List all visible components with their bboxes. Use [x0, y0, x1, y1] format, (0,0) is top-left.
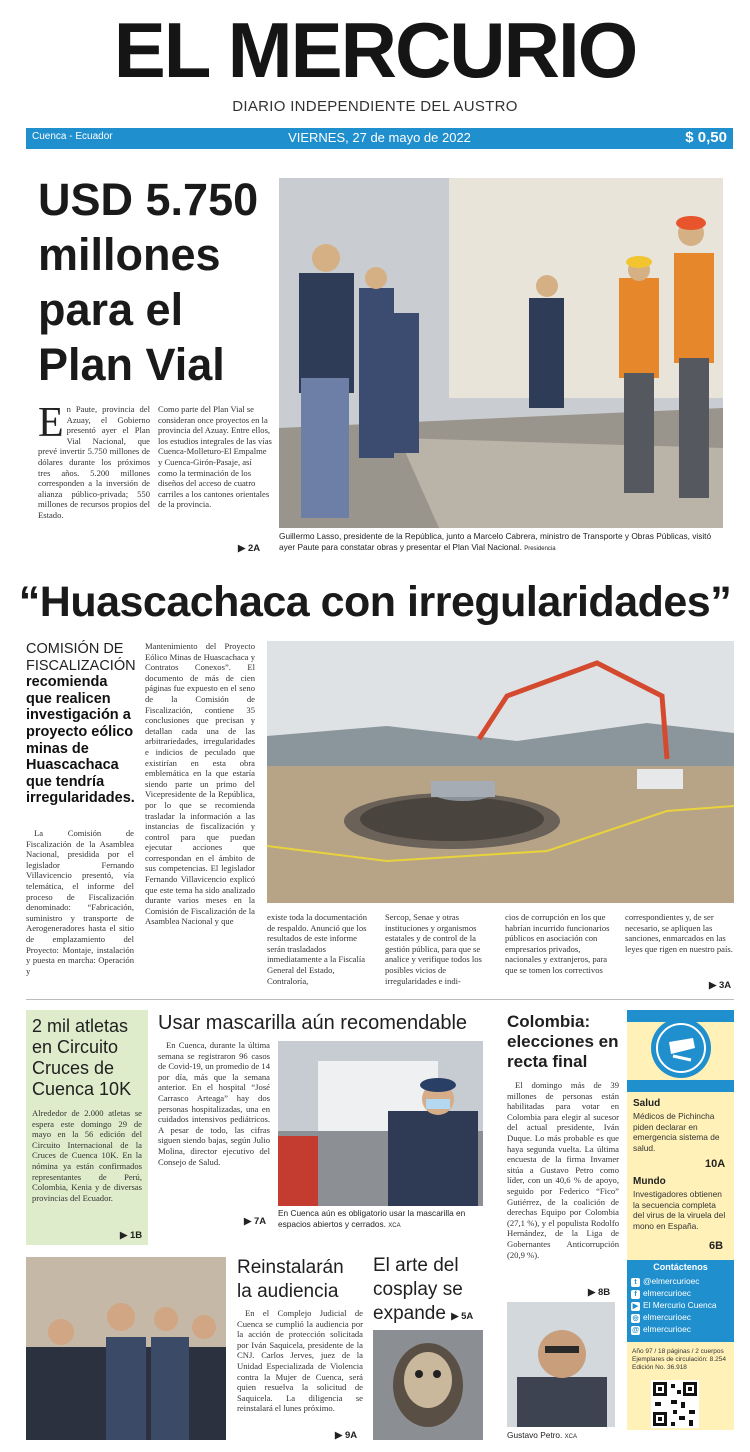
twitter-icon: t: [631, 1278, 640, 1287]
second-summary: [26, 641, 134, 807]
tagline: DIARIO INDEPENDIENTE DEL AUSTRO: [232, 98, 518, 115]
audiencia-headline[interactable]: Reinstalarán la audiencia: [237, 1257, 344, 1302]
headline-line: USD 5.750: [38, 174, 259, 225]
contact-instagram[interactable]: [631, 1312, 691, 1323]
face-mask-icon: [651, 1018, 711, 1078]
drop-cap: E: [38, 400, 64, 446]
page-reference[interactable]: ▶ 2A: [238, 543, 261, 554]
instagram-icon: ◎: [632, 1315, 639, 1322]
lead-text: n Paute, provincia del Azuay, el Gobierno presentó ayer el Plan Vial Nacional, que prevé invertir 5.750 millones de dólares durante los próximos tres años. 5.200 millones corresponden a la inversión de alianza público-privada; 550 millones de recursos propios del Estado.: [38, 404, 150, 520]
audiencia-photo[interactable]: [26, 1257, 226, 1440]
youtube-icon: ▶: [632, 1303, 639, 1310]
contact-label: elmercurioec: [643, 1288, 691, 1298]
colombia-text: [507, 1080, 619, 1260]
qr-code-icon[interactable]: [651, 1380, 699, 1428]
second-column-4: [385, 912, 497, 986]
contact-label: @elmercurioec: [643, 1276, 700, 1286]
cosplay-headline[interactable]: [373, 1254, 493, 1329]
portrait-image: [507, 1302, 615, 1427]
second-headline[interactable]: “Huascachaca con irregularidades”: [18, 578, 732, 626]
page-reference[interactable]: ▶ 7A: [244, 1216, 267, 1227]
page-reference[interactable]: ▶ 5A: [451, 1311, 474, 1322]
sidebar-band: [627, 1080, 734, 1092]
second-column-6: [625, 912, 734, 954]
audiencia-text: [237, 1308, 363, 1414]
page-reference[interactable]: ▶ 1B: [120, 1230, 143, 1241]
courthouse-crowd-image: [26, 1257, 226, 1440]
contact-twitter[interactable]: [631, 1276, 699, 1287]
lead-text: Como parte del Plan Vial se consideran once proyectos en la provincia del Azuay. Entre ellos, los estudios integrales de las vías Cuenca-Molleturo-El Empalme y Cuenca-Girón-Pasaje, así como la terminación de los diseños del acceso de cuatro carriles a los cantones orientales de la provincia.: [158, 404, 272, 510]
contact-label: El Mercurio Cuenca: [643, 1300, 717, 1310]
contacts-title: Contáctenos: [653, 1262, 708, 1272]
contact-label: elmercurioec: [643, 1324, 691, 1334]
page-reference[interactable]: ▶ 9A: [335, 1430, 358, 1441]
article-text: correspondientes y, de ser necesario, se apliquen las sanciones, enmarcados en las leyes que rigen en nuestro país.: [625, 912, 733, 954]
photo-credit: XCA: [564, 1434, 577, 1440]
price: $ 0,50: [685, 129, 727, 146]
contact-label: elmercurioec: [643, 1312, 691, 1322]
lead-caption: [279, 531, 723, 555]
mundo-ref[interactable]: 6B: [709, 1240, 724, 1252]
photo-credit: XCA: [388, 1223, 401, 1229]
cosplay-headline-text: El arte del cosplay se expande: [373, 1255, 463, 1324]
health-icon: [651, 1018, 711, 1078]
construction-site-image: [267, 641, 734, 903]
article-text: Mantenimiento del Proyecto Eólico Minas de Huascachaca y Contratos Conexos”. El documento de más de cien páginas fue expuesto en el seno de la Comisión de Fiscalización, contiene 35 conclusiones que precisan y detallan cada una de las arbitrariedades, irregularidades e indicios de peculado que existirían en esta obra emblemática en la que estaría siendo parte un primo del Vicepresidente de la República, por lo que se recomienda trasladar la información a las instancias de fiscalización y control para que puedan ejecutar acciones que correspondan en el ámbito de sus competencias. El legislador Fernando Villavicencio explicó que este tema ha sido analizado durante varios meses en la Comisión de Fiscalización de la Asamblea Nacional y que: [145, 641, 255, 927]
lead-column-2: [158, 404, 272, 510]
date-bar: [26, 128, 733, 149]
lead-column-1: [38, 400, 150, 521]
second-column-1: [26, 828, 134, 976]
masthead: [0, 0, 750, 128]
issue-date: VIERNES, 27 de mayo de 2022: [288, 130, 471, 145]
atletas-text: Alrededor de 2.000 atletas se espera este domingo 29 de mayo en la 56 edición del Circuito Internacional de la Cruces de Cuenca 10K. En la nómina ya están confirmados representantes de Perú, Colombia, Kenia y de diversas provincias del Ecuador.: [32, 1108, 142, 1203]
headline-line: millones: [38, 229, 221, 280]
mascarilla-caption: [278, 1208, 483, 1232]
salud-ref[interactable]: 10A: [705, 1158, 726, 1170]
article-text: Sercop, Senae y otras instituciones y organismos estatales y de control de la gestión pública, para que se analice y verifique todos los posibles vicios de irregularidades e indi-: [385, 912, 482, 986]
edition-info: Año 97 / 18 páginas / 2 cuerpos Ejemplares de circulación: 8.254 Edición No. 36.918: [632, 1348, 726, 1371]
caption-text: Gustavo Petro.: [507, 1430, 563, 1440]
lead-headline[interactable]: [38, 172, 278, 392]
second-column-2: [145, 641, 255, 927]
contact-facebook[interactable]: [631, 1288, 691, 1299]
contact-mail[interactable]: [631, 1324, 691, 1335]
photo-credit: Presidencia: [524, 546, 556, 552]
second-column-5: [505, 912, 617, 976]
headline-line: para el: [38, 284, 184, 335]
tram-interior-image: [278, 1041, 483, 1206]
caption-text: En Cuenca aún es obligatorio usar la mascarilla en espacios abiertos y cerrados.: [278, 1208, 466, 1229]
mascarilla-text: [158, 1040, 270, 1167]
caption-text: Guillermo Lasso, presidente de la República, junto a Marcelo Cabrera, ministro de Transporte y Obras Públicas, visitó ayer Paute para constatar obras y presentar el Plan Vial Nacional.: [279, 531, 712, 552]
mail-icon: @: [632, 1327, 639, 1334]
cosplay-photo[interactable]: [373, 1330, 483, 1440]
mascarilla-photo[interactable]: [278, 1041, 483, 1206]
location: Cuenca - Ecuador: [32, 131, 113, 142]
petro-caption: [507, 1430, 615, 1443]
second-column-3: [267, 912, 377, 986]
construction-scene-image: [279, 178, 723, 528]
article-text: existe toda la documentación de respaldo. Anunció que los resultados de este informe serán trasladados inmediatamente a la Fiscalía General del Estado, Contraloría,: [267, 912, 367, 986]
article-text: La Comisión de Fiscalización de la Asamblea Nacional, presidida por el legislador Fernando Villavicencio presentó, vía telemática, el informe del proceso de Fiscalización denominado: “Fabricación, suministro y transporte de Aerogeneradores hasta el sitio de emplazamiento del Proyecto: Montaje, instalación y puesta en marcha: Operación y: [26, 828, 134, 976]
page-reference[interactable]: ▶ 8B: [588, 1287, 611, 1298]
headline-line: Plan Vial: [38, 339, 225, 390]
contact-youtube[interactable]: [631, 1300, 717, 1311]
mundo-label: Mundo: [633, 1176, 666, 1187]
atletas-box[interactable]: [26, 1010, 148, 1245]
salud-label: Salud: [633, 1098, 661, 1109]
page-reference[interactable]: ▶ 3A: [709, 980, 732, 991]
summary-text: recomienda que realicen investigación a proyecto eólico minas de Huascachaca que tendría irregularidades.: [26, 674, 135, 807]
summary-caps: COMISIÓN DE FISCALIZACIÓN: [26, 641, 136, 674]
sidebar-box: [627, 1010, 734, 1430]
article-text: El domingo más de 39 millones de personas están habilitadas para votar en Colombia para elegir al sucesor del actual presidente, Iván Duque. Lo más probable es que haya segunda vuelta. La última encuesta de la firma Invamer sitúa a Gustavo Petro como líder, con un 40,6 % de apoyo, seguido por Federico “Fico” Gutiérrez, de la coalición de derechas Equipo por Colombia (27,1 %), y el populista Rodolfo Hernández, de la Liga de Gobernantes Anticorrupción (20,9 %).: [507, 1080, 619, 1260]
article-text: En el Complejo Judicial de Cuenca se cumplió la audiencia por la acción de protección solicitada por Iván Saquicela, presidente de la CNJ. Carlos Jerves, juez de la Unidad Especializada de Violencia contra la Mujer de Cuenca, será quien resuelva la solicitud de Saquicela. La diligencia se reinstalará el lunes próximo.: [237, 1308, 363, 1414]
divider: [26, 999, 734, 1000]
qr-pattern: [651, 1380, 699, 1428]
lead-photo[interactable]: [279, 178, 723, 528]
article-text: cios de corrupción en los que habrían incurrido funcionarios públicos en asociación con empresarios privados, nacionales y extranjeros, para que se tomen los correctivos: [505, 912, 610, 975]
cosplay-mask-image: [373, 1330, 483, 1440]
wind-project-photo[interactable]: [267, 641, 734, 903]
contacts-panel: [627, 1260, 734, 1342]
mundo-text[interactable]: Investigadores obtienen la secuencia completa del virus de la viruela del mono en España.: [633, 1189, 726, 1231]
newspaper-logo: EL MERCURIO: [113, 6, 637, 94]
article-text: En Cuenca, durante la última semana se registraron 96 casos de Covid-19, un promedio de 14 por día, más que la semana anterior. En el hospital “José Carrasco Arteaga” hay dos personas hospitalizadas, una en cuidados intensivos pediátricos. A pesar de todo, las cifras siguen siendo bajas, según Julio Molina, director ejecutivo del Consejo de Salud.: [158, 1040, 270, 1167]
facebook-icon: f: [631, 1290, 640, 1299]
colombia-headline[interactable]: Colombia: elecciones en recta final: [507, 1012, 619, 1071]
mascarilla-headline[interactable]: Usar mascarilla aún recomendable: [158, 1012, 468, 1034]
salud-text[interactable]: Médicos de Pichincha piden declarar en emergencia sistema de salud.: [633, 1111, 720, 1153]
atletas-headline: 2 mil atletas en Circuito Cruces de Cuenca 10K: [32, 1016, 132, 1099]
petro-photo[interactable]: [507, 1302, 615, 1427]
